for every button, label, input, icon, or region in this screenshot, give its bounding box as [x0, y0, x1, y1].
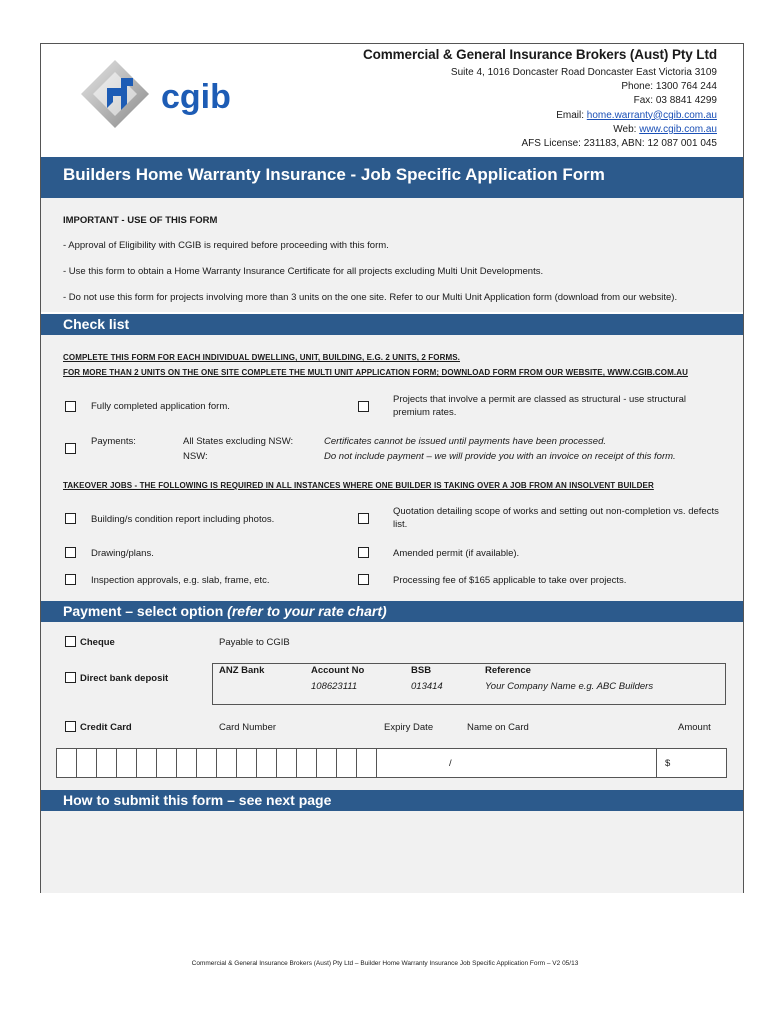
card-entry-row: [56, 748, 727, 778]
important-heading: IMPORTANT - USE OF THIS FORM: [63, 215, 218, 226]
reference-label: Reference: [485, 665, 531, 676]
amount-symbol: $: [665, 758, 671, 769]
company-email-line: Email: home.warranty@cgib.com.au: [556, 109, 717, 121]
checkbox-bank-deposit[interactable]: [65, 672, 76, 683]
card-digit-field[interactable]: [237, 749, 257, 777]
page-footer: Commercial & General Insurance Brokers (Aust) Pty Ltd – Builder Home Warranty Insurance Job Specific Application Form – V2 05/13: [191, 960, 579, 967]
checkbox-cheque[interactable]: [65, 636, 76, 647]
important-item-3: - Do not use this form for projects involving more than 3 units on the one site. Refer to our Multi Unit Application form (download from our website).: [63, 292, 678, 303]
form-page: [40, 43, 744, 893]
checkbox-inspection[interactable]: [65, 574, 76, 585]
account-no-label: Account No: [311, 665, 365, 676]
bsb-label: BSB: [411, 665, 432, 676]
card-digit-field[interactable]: [137, 749, 157, 777]
company-address: Suite 4, 1016 Doncaster Road Doncaster East Victoria 3109: [450, 67, 717, 78]
form-title: Builders Home Warranty Insurance - Job Specific Application Form: [41, 157, 743, 198]
checklist-note-1: COMPLETE THIS FORM FOR EACH INDIVIDUAL DWELLING, UNIT, BUILDING, E.G. 2 UNITS, 2 FORMS.: [63, 353, 461, 362]
amount-label: Amount: [678, 722, 711, 733]
card-digit-field[interactable]: [177, 749, 197, 777]
bsb-value: 013414: [411, 681, 443, 692]
payments-nsw: NSW:: [183, 451, 208, 462]
card-digit-field[interactable]: [337, 749, 357, 777]
checkbox-condition-report[interactable]: [65, 513, 76, 524]
checkbox-payments[interactable]: [65, 443, 76, 454]
checkbox-completed-form[interactable]: [65, 401, 76, 412]
company-info: [363, 47, 717, 151]
card-digit-field[interactable]: [357, 749, 377, 777]
item-drawing: Drawing/plans.: [91, 548, 154, 559]
cgib-logo: [77, 58, 257, 138]
submit-section: [41, 811, 743, 893]
submit-heading: How to submit this form – see next page: [41, 790, 743, 811]
card-digit-field[interactable]: [317, 749, 337, 777]
name-on-card-label: Name on Card: [467, 722, 529, 733]
card-digit-field[interactable]: [77, 749, 97, 777]
checkbox-amended-permit[interactable]: [358, 547, 369, 558]
card-digit-field[interactable]: [157, 749, 177, 777]
reference-value: Your Company Name e.g. ABC Builders: [485, 681, 654, 692]
cheque-payable: Payable to CGIB: [219, 637, 290, 648]
checkbox-quotation[interactable]: [358, 513, 369, 524]
checkbox-drawing[interactable]: [65, 547, 76, 558]
checkbox-permit[interactable]: [358, 401, 369, 412]
company-name: Commercial & General Insurance Brokers (Aust) Pty Ltd: [362, 47, 717, 62]
payments-note-2: Do not include payment – we will provide you with an invoice on receipt of this form.: [324, 451, 676, 462]
account-no-value: 108623111: [311, 681, 358, 692]
expiry-date-label: Expiry Date: [384, 722, 434, 733]
web-link[interactable]: www.cgib.com.au: [639, 123, 717, 135]
takeover-note: TAKEOVER JOBS - THE FOLLOWING IS REQUIRED IN ALL INSTANCES WHERE ONE BUILDER IS TAKING OVER A JOB FROM AN INSOLVENT BUILDER: [63, 481, 654, 490]
item-permit: Projects that involve a permit are classed as structural - use structural premium rates.: [393, 394, 687, 418]
company-web-line: Web: www.cgib.com.au: [613, 123, 717, 135]
payment-heading: Payment – select option (refer to your rate chart): [41, 601, 743, 622]
amount-field[interactable]: [657, 749, 726, 777]
card-digit-field[interactable]: [277, 749, 297, 777]
company-license: AFS License: 231183, ABN: 12 087 001 045: [521, 138, 717, 150]
important-item-2: - Use this form to obtain a Home Warranty Insurance Certificate for all projects excluding Multi Unit Developments.: [63, 266, 544, 277]
card-digit-field[interactable]: [257, 749, 277, 777]
item-amended-permit: Amended permit (if available).: [393, 548, 520, 559]
card-digit-field[interactable]: [117, 749, 137, 777]
item-processing-fee: Processing fee of $165 applicable to take over projects.: [393, 575, 627, 586]
payments-states: All States excluding NSW:: [183, 436, 294, 447]
expiry-separator: /: [449, 758, 452, 769]
item-condition-report: Building/s condition report including photos.: [91, 514, 275, 525]
card-number-label: Card Number: [219, 722, 277, 733]
checklist-note-2: FOR MORE THAN 2 UNITS ON THE ONE SITE COMPLETE THE MULTI UNIT APPLICATION FORM; DOWNLOAD FORM FROM OUR WEBSITE, WWW.CGIB.COM.AU: [63, 368, 688, 377]
credit-card-label: Credit Card: [80, 722, 132, 733]
checkbox-processing-fee[interactable]: [358, 574, 369, 585]
payments-note-1: Certificates cannot be issued until payments have been processed.: [324, 436, 606, 447]
important-item-1: - Approval of Eligibility with CGIB is required before proceeding with this form.: [63, 240, 389, 251]
card-digit-field[interactable]: [217, 749, 237, 777]
checklist-heading: Check list: [41, 314, 743, 335]
card-digit-field[interactable]: [197, 749, 217, 777]
cheque-label: Cheque: [80, 637, 115, 648]
expiry-name-field[interactable]: [377, 749, 657, 777]
company-fax: Fax: 03 8841 4299: [633, 95, 717, 107]
card-digit-field[interactable]: [57, 749, 77, 777]
card-digit-field[interactable]: [97, 749, 117, 777]
payments-label: Payments:: [91, 436, 136, 447]
item-inspection: Inspection approvals, e.g. slab, frame, etc.: [91, 575, 270, 586]
item-quotation: Quotation detailing scope of works and setting out non-completion vs. defects list.: [393, 506, 719, 530]
bank-deposit-label: Direct bank deposit: [80, 673, 169, 684]
logo-text: cgib: [161, 78, 231, 116]
card-digit-field[interactable]: [297, 749, 317, 777]
checkbox-credit-card[interactable]: [65, 721, 76, 732]
bank-name: ANZ Bank: [219, 665, 265, 676]
item-completed-form: Fully completed application form.: [91, 401, 230, 412]
email-link[interactable]: home.warranty@cgib.com.au: [586, 109, 717, 121]
company-phone: Phone: 1300 764 244: [621, 81, 717, 93]
